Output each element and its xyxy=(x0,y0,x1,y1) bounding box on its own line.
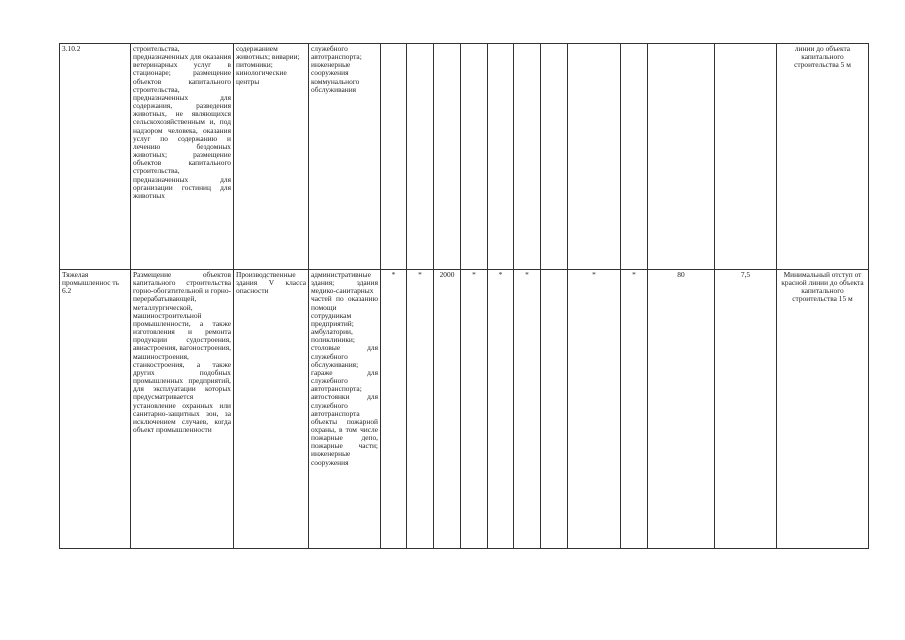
auxiliary-cell: служебного автотранспорта; инженерные сооружения коммунального обслуживания xyxy=(309,44,381,270)
description-text: строительства, предназначенных для оказания ветеринарных услуг в стационаре; размещение объектов капитального строительства, предназначенных для содержания, разведения животных, не являющихся сельскохозяйственным и, под надзором человека, оказания услуг по содержанию и лечению бездомных животных; размещение объектов капитального строительства, предназначенных для организации гостиниц для животных xyxy=(133,45,231,200)
buildings-cell: содержанием животных; виварии; питомники; кинологические центры xyxy=(234,44,309,270)
zoning-regulations-table xyxy=(59,43,869,549)
note-cell: Минимальный отступ от красной линии до объекта капитального строительства 15 м xyxy=(777,270,869,549)
param-cell-11: 7,5 xyxy=(715,270,777,549)
buildings-cell: Производственные здания V класса опасности xyxy=(234,270,309,549)
param-cell-7 xyxy=(541,270,568,549)
description-cell xyxy=(131,44,234,270)
param-cell-4 xyxy=(461,44,488,270)
param-cell-6: * xyxy=(514,270,541,549)
param-cell-3 xyxy=(434,44,461,270)
param-cell-3: 2000 xyxy=(434,270,461,549)
description-text: Размещение объектов капитального строительства горно-обогатительной и горно-перерабатывающей, металлургической, машиностроительной промышленности, а также изготовления и ремонта продукции судостроения, авиастроения, вагоностроения, машиностроения, станкостроения, а также других подобных промышленных предприятий, для эксплуатации которых предусматривается установление охранных или санитарно-защитных зон, за исключением случаев, когда объект промышленности xyxy=(133,271,231,434)
param-cell-2 xyxy=(407,44,434,270)
param-cell-4: * xyxy=(461,270,488,549)
param-cell-1: * xyxy=(381,270,407,549)
param-cell-5: * xyxy=(488,270,514,549)
note-cell: линии до объекта капитального строительства 5 м xyxy=(777,44,869,270)
param-cell-11 xyxy=(715,44,777,270)
param-cell-10 xyxy=(648,44,715,270)
param-cell-2: * xyxy=(407,270,434,549)
param-cell-7 xyxy=(541,44,568,270)
param-cell-8: * xyxy=(568,270,621,549)
land-use-code-cell: 3.10.2 xyxy=(60,44,131,270)
description-cell xyxy=(131,270,234,549)
param-cell-6 xyxy=(514,44,541,270)
param-cell-8 xyxy=(568,44,621,270)
param-cell-1 xyxy=(381,44,407,270)
param-cell-10: 80 xyxy=(648,270,715,549)
table-row xyxy=(60,270,869,549)
land-use-code-cell: Тяжелая промышленнос ть 6.2 xyxy=(60,270,131,549)
param-cell-9 xyxy=(621,44,648,270)
auxiliary-cell xyxy=(309,270,381,549)
auxiliary-text: административные здания; здания медико-санитарных частей по оказанию помощи сотрудникам предприятий; амбулатории, поликлиники; столовые для служебного обслуживания; гараже для служебного автотранспорта; автостоянки для служебного автотранспорта объекты пожарной охраны, в том числе пожарные депо, пожарные части; инженерные сооружения xyxy=(311,271,378,467)
param-cell-5 xyxy=(488,44,514,270)
param-cell-9: * xyxy=(621,270,648,549)
table-row xyxy=(60,44,869,270)
